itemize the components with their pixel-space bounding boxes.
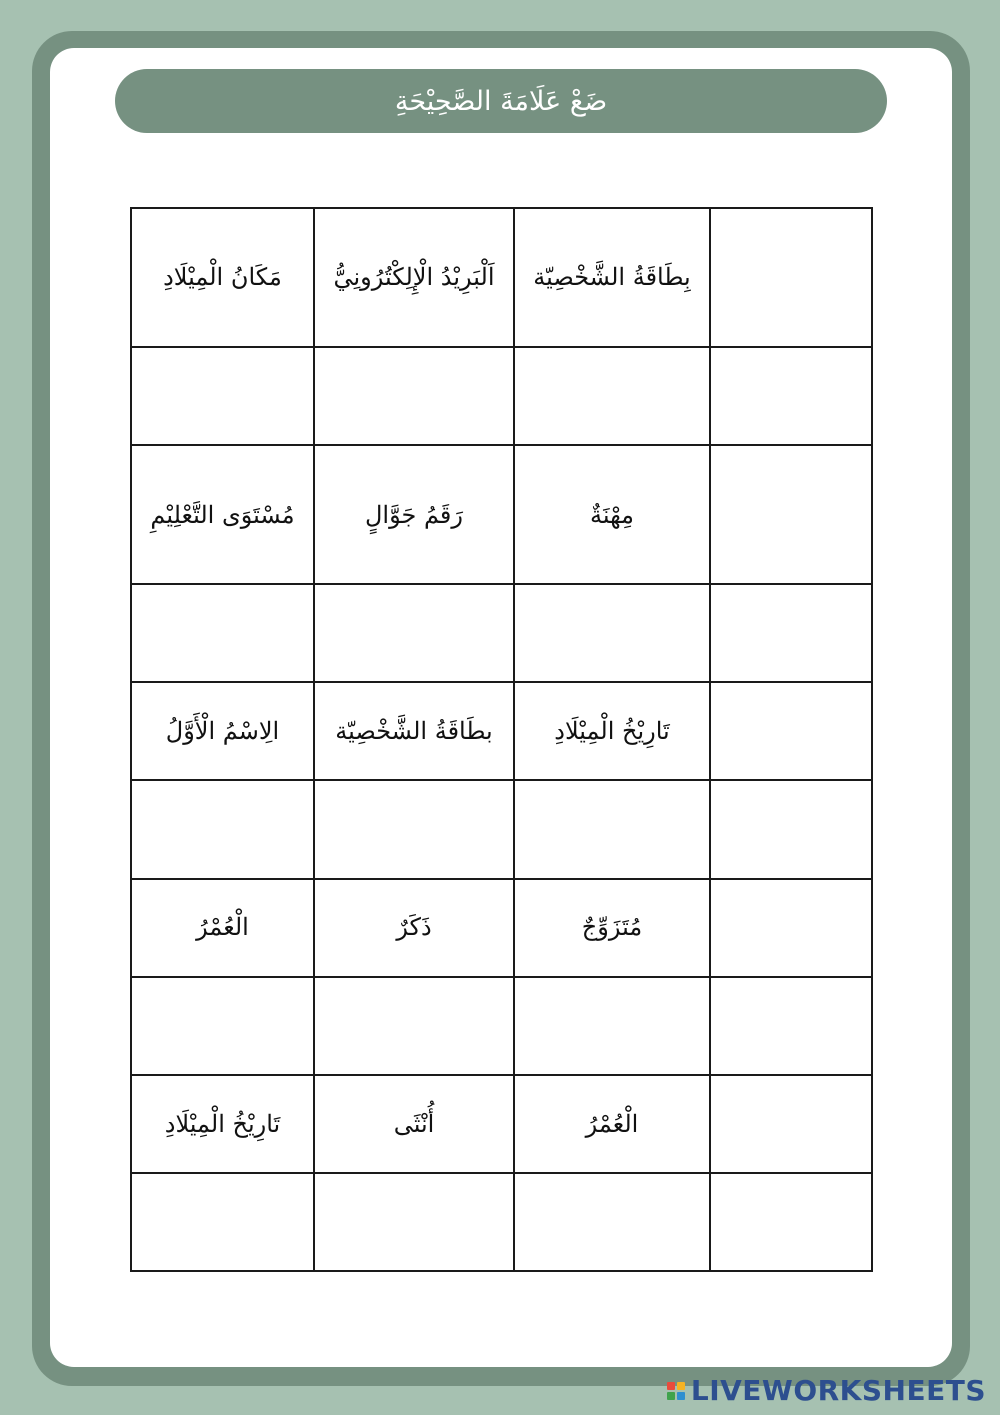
- table-cell: مُتَزَوِّجٌ: [514, 879, 710, 977]
- answer-cell[interactable]: [314, 977, 514, 1075]
- liveworksheets-logo-icon: [667, 1382, 685, 1400]
- answer-cell[interactable]: [131, 977, 314, 1075]
- liveworksheets-logo: [667, 1374, 986, 1407]
- answer-cell[interactable]: [131, 1173, 314, 1271]
- table-row: [131, 347, 872, 445]
- table-row: [131, 879, 872, 977]
- table-cell: مَكَانُ الْمِيْلَادِ: [131, 208, 314, 347]
- answer-cell[interactable]: [314, 1173, 514, 1271]
- answer-cell[interactable]: [514, 1173, 710, 1271]
- table-cell: ذَكَرٌ: [314, 879, 514, 977]
- table-cell: رَقَمُ جَوَّالٍ: [314, 445, 514, 584]
- table-cell: الِاسْمُ الْأَوَّلُ: [131, 682, 314, 780]
- table-row: [131, 1075, 872, 1173]
- table-cell: مُسْتَوَى التَّعْلِيْمِ: [131, 445, 314, 584]
- answer-cell[interactable]: [131, 780, 314, 878]
- answer-cell[interactable]: [514, 347, 710, 445]
- answer-cell[interactable]: [710, 584, 872, 682]
- table-cell: مِهْنَةٌ: [514, 445, 710, 584]
- table-cell: اَلْبَرِيْدُ الْإِلِكْتُرُونِيُّ: [314, 208, 514, 347]
- table-row: [131, 977, 872, 1075]
- answer-cell[interactable]: [710, 780, 872, 878]
- table-cell: [710, 208, 872, 347]
- table-cell: بِطَاقَةُ الشَّخْصِيّة: [514, 208, 710, 347]
- table-cell: [710, 879, 872, 977]
- brand-name: LIVEWORKSHEETS: [690, 1374, 986, 1407]
- answer-cell[interactable]: [710, 347, 872, 445]
- table-cell: [710, 1075, 872, 1173]
- answer-cell[interactable]: [710, 1173, 872, 1271]
- table-cell: تَارِيْخُ الْمِيْلَادِ: [131, 1075, 314, 1173]
- table-row: [131, 682, 872, 780]
- table-cell: بطَاقَةُ الشَّخْصِيّة: [314, 682, 514, 780]
- table-row: [131, 584, 872, 682]
- table-row: [131, 780, 872, 878]
- table-row: [131, 1173, 872, 1271]
- table-cell: [710, 445, 872, 584]
- answer-cell[interactable]: [514, 977, 710, 1075]
- table-cell: أُنْثَى: [314, 1075, 514, 1173]
- answer-cell[interactable]: [314, 584, 514, 682]
- answer-cell[interactable]: [131, 347, 314, 445]
- answer-cell[interactable]: [710, 977, 872, 1075]
- instruction-text: ضَعْ عَلَامَةَ الصَّحِيْحَةِ: [394, 85, 608, 117]
- answer-grid: [130, 207, 873, 1272]
- table-cell: الْعُمْرُ: [514, 1075, 710, 1173]
- answer-cell[interactable]: [131, 584, 314, 682]
- table-cell: تَارِيْخُ الْمِيْلَادِ: [514, 682, 710, 780]
- answer-cell[interactable]: [314, 347, 514, 445]
- table-cell: الْعُمْرُ: [131, 879, 314, 977]
- answer-cell[interactable]: [514, 780, 710, 878]
- table-row: [131, 445, 872, 584]
- instruction-banner: [115, 69, 887, 133]
- table-row: [131, 208, 872, 347]
- answer-cell[interactable]: [514, 584, 710, 682]
- table-cell: [710, 682, 872, 780]
- answer-cell[interactable]: [314, 780, 514, 878]
